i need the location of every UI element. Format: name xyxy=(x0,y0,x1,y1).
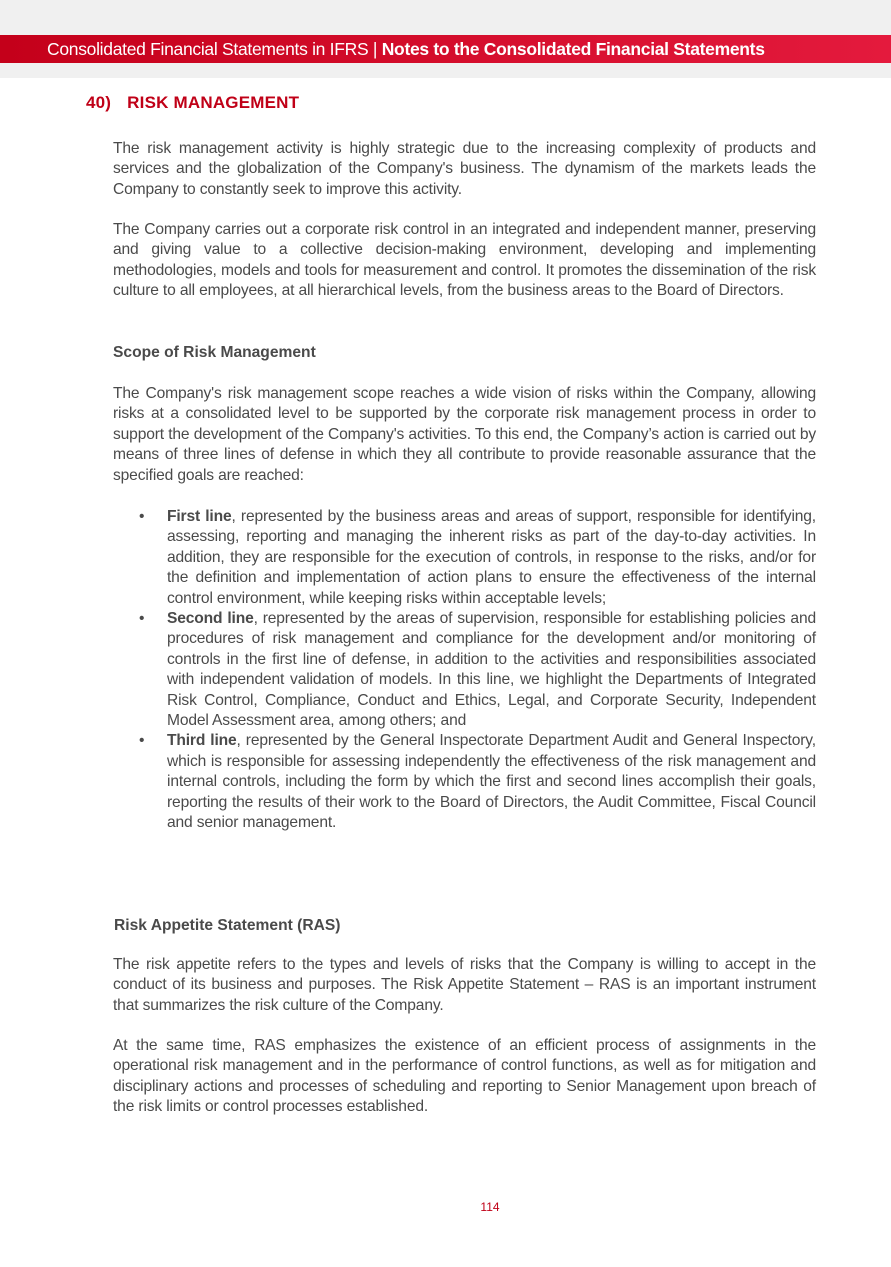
paragraph: The Company carries out a corporate risk control in an integrated and independent manner, preserving and giving value to a collective decision-making environment, developing and implementing methodologies, models and tools for measurement and control. It promotes the dissemination of the risk culture to all employees, at all hierarchical levels, from the business areas to the Board of Directors. xyxy=(113,221,816,300)
bullet-text: , represented by the business areas and areas of support, responsible for identifying, assessing, reporting and managing the inherent risks as part of the day-to-day activities. In addition, they are responsible for the execution of controls, in response to the risks, and/or for the definition and implementation of action plans to ensure the effectiveness of the internal control environment, while keeping risks within acceptable levels; xyxy=(167,508,816,607)
list-item xyxy=(113,507,816,609)
list-item xyxy=(113,609,816,731)
bullet-text: , represented by the General Inspectorate Department Audit and General Inspectory, which is responsible for assessing independently the effectiveness of the risk management and internal controls, including the form by which the first and second lines accomplish their goals, reporting the results of their work to the Board of Directors, the Audit Committee, Fiscal Council and senior management. xyxy=(167,732,816,832)
paragraph: The risk appetite refers to the types and levels of risks that the Company is willing to accept in the conduct of its business and purposes. The Risk Appetite Statement – RAS is an important instrument that summarizes the risk culture of the Company. xyxy=(113,956,816,1014)
bullet-lead: Third line xyxy=(167,732,237,750)
section-title-text: RISK MANAGEMENT xyxy=(127,93,300,112)
header-left: Consolidated Financial Statements in IFRS xyxy=(47,39,369,59)
bullet-icon: • xyxy=(139,732,145,750)
header-right: Notes to the Consolidated Financial Statements xyxy=(381,39,765,59)
header-separator: | xyxy=(368,39,382,59)
lines-of-defense-list xyxy=(113,507,816,834)
list-item xyxy=(113,731,816,833)
bullet-icon: • xyxy=(139,508,145,525)
bullet-lead: Second line xyxy=(167,610,254,628)
page-number: 114 xyxy=(480,1200,500,1214)
scope-heading: Scope of Risk Management xyxy=(113,344,316,361)
section-number: 40) xyxy=(86,93,112,112)
paragraph: The risk management activity is highly strategic due to the increasing complexity of products and services and the globalization of the Company's business. The dynamism of the markets leads the Company to constantly seek to improve this activity. xyxy=(113,140,816,198)
scope-paragraph: The Company's risk management scope reaches a wide vision of risks within the Company, allowing risks at a consolidated level to be supported by the corporate risk management process in order to support the development of the Company's activities. To this end, the Company’s action is carried out by means of three lines of defense in which they all contribute to provide reasonable assurance that the specified goals are reached: xyxy=(113,385,816,484)
paragraph: At the same time, RAS emphasizes the existence of an efficient process of assignments in the operational risk management and in the performance of control functions, as well as for mitigation and disciplinary actions and processes of scheduling and reporting to Senior Management upon breach of the risk limits or control processes established. xyxy=(113,1037,816,1116)
bullet-icon: • xyxy=(139,610,145,628)
bullet-text: , represented by the areas of supervision, responsible for establishing policies and procedures of risk management and compliance for the development and/or monitoring of controls in the first line of defense, in addition to the activities and responsibilities associated with independent validation of models. In this line, we highlight the Departments of Integrated Risk Control, Compliance, Conduct and Ethics, Legal, and Corporate Security, Independent Model Assessment area, among others; and xyxy=(167,610,816,730)
ras-heading: Risk Appetite Statement (RAS) xyxy=(114,917,341,934)
running-header xyxy=(0,35,891,63)
bullet-lead: First line xyxy=(167,508,232,525)
section-title xyxy=(86,93,315,113)
